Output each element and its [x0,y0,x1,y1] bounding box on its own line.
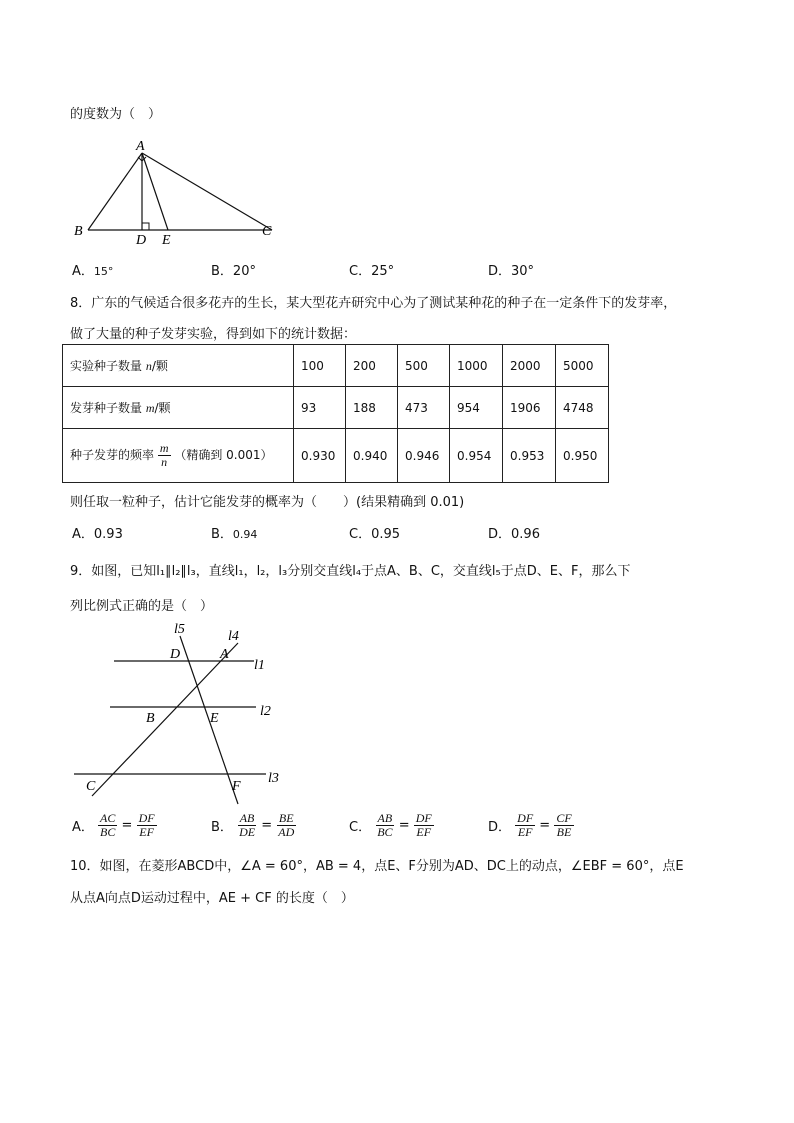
q9-option-b[interactable] [211,812,296,839]
q10-stem-line1: 10．如图，在菱形ABCD中，∠A = 60°，AB = 4，点E、F分别为AD、DC上的动点，∠EBF = 60°，点E [70,859,684,874]
fraction-right: $\frac{CF}{BE}$ [556,811,572,839]
equals-sign: = [398,818,410,833]
q8-option-a[interactable] [72,523,123,542]
label-B: B [74,224,83,239]
q8-data-table [62,344,609,483]
equals-sign: = [539,818,551,833]
table-row [63,429,609,483]
label-C: C [86,779,96,794]
m-over-n-fraction: $\frac{m}{n}$ [159,441,169,469]
label-l2: l2 [260,704,271,719]
q7-option-d[interactable] [488,260,534,279]
label-l1: l1 [254,658,265,673]
table-cell: 1000 [450,345,503,387]
label-B: B [146,711,155,726]
option-text: 0.96 [511,527,540,542]
table-cell: 0.930 [294,429,346,483]
row-label: 发芽种子数量 m/颗 [63,387,294,429]
table-cell: 188 [346,387,398,429]
q7-triangle-figure [70,138,290,248]
option-letter: A． [72,527,94,542]
table-row [63,345,609,387]
equals-sign: = [121,818,133,833]
option-text: 15° [93,265,114,278]
label-l4: l4 [228,629,239,644]
fraction-left: $\frac{DF}{EF}$ [517,811,534,839]
table-cell: 200 [346,345,398,387]
fraction-left: $\frac{AB}{DE}$ [239,811,256,839]
table-cell: 0.950 [556,429,609,483]
q8-question: 则任取一粒种子，估计它能发芽的概率为（ ）(结果精确到 0.01) [70,495,465,510]
q7-stem-tail: 的度数为（ ） [70,107,162,122]
label-A: A [136,139,145,154]
q9-stem-line2: 列比例式正确的是（ ） [70,599,214,614]
label-D: D [136,233,147,248]
table-cell: 0.946 [398,429,450,483]
q8-stem-line2: 做了大量的种子发芽实验，得到如下的统计数据： [70,327,357,342]
table-cell: 500 [398,345,450,387]
q7-option-a[interactable] [72,260,113,279]
option-text: 30° [511,264,535,279]
fraction-right: $\frac{DF}{EF}$ [138,811,155,839]
option-letter: A． [72,820,94,835]
table-cell: 0.953 [503,429,556,483]
option-text: 0.95 [371,527,401,542]
option-text: 0.93 [93,527,123,542]
label-E: E [210,711,219,726]
table-cell: 2000 [503,345,556,387]
label-C: C [262,224,272,239]
label-l3: l3 [268,771,279,786]
option-letter: C． [349,527,372,542]
q8-option-b[interactable] [211,523,257,542]
table-cell: 0.954 [450,429,503,483]
row-label: 实验种子数量 n/颗 [63,345,294,387]
table-cell: 473 [398,387,450,429]
option-letter: B． [211,820,233,835]
option-letter: C． [349,264,372,279]
q9-option-d[interactable] [488,812,574,839]
q10-stem-line2: 从点A向点D运动过程中，AE + CF 的长度（ ） [70,891,354,906]
fraction-left: $\frac{AC}{BC}$ [100,811,116,839]
fraction-right: $\frac{BE}{AD}$ [278,811,295,839]
option-letter: C． [349,820,372,835]
label-F: F [232,779,241,794]
equals-sign: = [261,818,273,833]
row-label: 种子发芽的频率 $\frac{m}{n}$ （精确到 0.001） [63,429,294,483]
option-letter: B． [211,527,233,542]
q8-option-c[interactable] [349,523,400,542]
table-cell: 93 [294,387,346,429]
label-D: D [170,647,181,662]
table-cell: 954 [450,387,503,429]
option-text: 0.94 [232,528,258,541]
label-l5: l5 [174,622,185,637]
option-text: 25° [371,264,395,279]
q7-option-c[interactable] [349,260,394,279]
option-text: 20° [232,264,256,279]
fraction-left: $\frac{AB}{BC}$ [377,811,393,839]
q9-parallel-lines-figure [70,618,290,808]
q7-option-b[interactable] [211,260,256,279]
q9-option-a[interactable] [72,812,157,839]
q8-stem-line1: 8．广东的气候适合很多花卉的生长，某大型花卉研究中心为了测试某种花的种子在一定条件下的发芽率， [70,296,677,311]
option-letter: D． [488,264,512,279]
table-cell: 5000 [556,345,609,387]
option-letter: A． [72,264,94,279]
option-letter: D． [488,527,512,542]
table-cell: 4748 [556,387,609,429]
table-cell: 1906 [503,387,556,429]
q9-option-c[interactable] [349,812,434,839]
table-cell: 100 [294,345,346,387]
fraction-right: $\frac{DF}{EF}$ [415,811,432,839]
table-row [63,387,609,429]
q8-option-d[interactable] [488,523,540,542]
option-letter: D． [488,820,512,835]
q9-stem-line1: 9．如图，已知l₁∥l₂∥l₃，直线l₁，l₂，l₃分别交直线l₄于点A、B、C，交直线l₅于点D、E、F，那么下 [70,564,631,579]
label-E: E [162,233,171,248]
table-cell: 0.940 [346,429,398,483]
label-A: A [220,647,229,662]
option-letter: B． [211,264,233,279]
